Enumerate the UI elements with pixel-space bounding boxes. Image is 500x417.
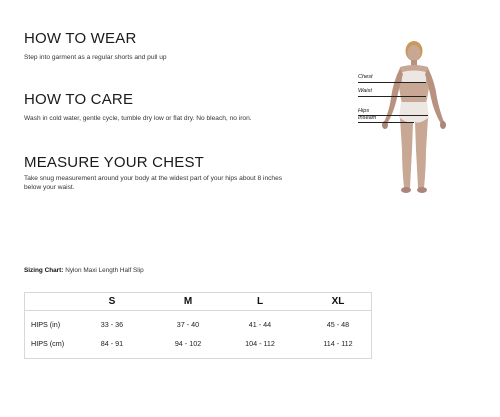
table-cell: 45 - 48 — [326, 320, 350, 329]
table-cell: 37 - 40 — [176, 320, 200, 329]
row-label-hips-cm: HIPS (cm) — [31, 339, 65, 348]
size-header-xl: XL — [331, 296, 345, 307]
size-table — [24, 292, 372, 359]
how-to-wear-heading: HOW TO WEAR — [24, 30, 137, 47]
chest-label: Chest — [358, 74, 373, 80]
how-to-wear-text: Step into garment as a regular shorts and pull up — [24, 54, 167, 61]
size-header-row — [25, 293, 371, 311]
sizing-chart-product: Nylon Maxi Length Half Slip — [65, 267, 144, 274]
measure-chest-text: Take snug measurement around your body at the widest part of your hips about 8 inches below your waist. — [24, 175, 283, 191]
sizing-chart-caption — [24, 267, 144, 274]
table-cell: 94 - 102 — [174, 339, 202, 348]
how-to-care-text: Wash in cold water, gentle cycle, tumble dry low or flat dry. No bleach, no iron. — [24, 115, 252, 122]
row-label-hips-in: HIPS (in) — [31, 320, 61, 329]
inseam-line — [358, 122, 414, 123]
waist-label: Waist — [358, 88, 372, 94]
size-header-l: L — [256, 296, 264, 307]
size-header-s: S — [108, 296, 116, 307]
inseam-label: Inseam — [358, 115, 377, 121]
waist-line — [358, 96, 426, 97]
measure-chest-heading: MEASURE YOUR CHEST — [24, 154, 205, 171]
how-to-care-heading: HOW TO CARE — [24, 91, 134, 108]
sizing-chart-label: Sizing Chart: — [24, 267, 64, 274]
table-cell: 114 - 112 — [323, 339, 353, 348]
table-cell: 104 - 112 — [245, 339, 275, 348]
body-measurement-figure — [356, 38, 456, 200]
size-header-m: M — [183, 296, 193, 307]
table-cell: 84 - 91 — [100, 339, 124, 348]
hips-label: Hips — [358, 108, 370, 114]
table-cell: 41 - 44 — [248, 320, 272, 329]
table-cell: 33 - 36 — [100, 320, 124, 329]
chest-line — [358, 82, 426, 83]
